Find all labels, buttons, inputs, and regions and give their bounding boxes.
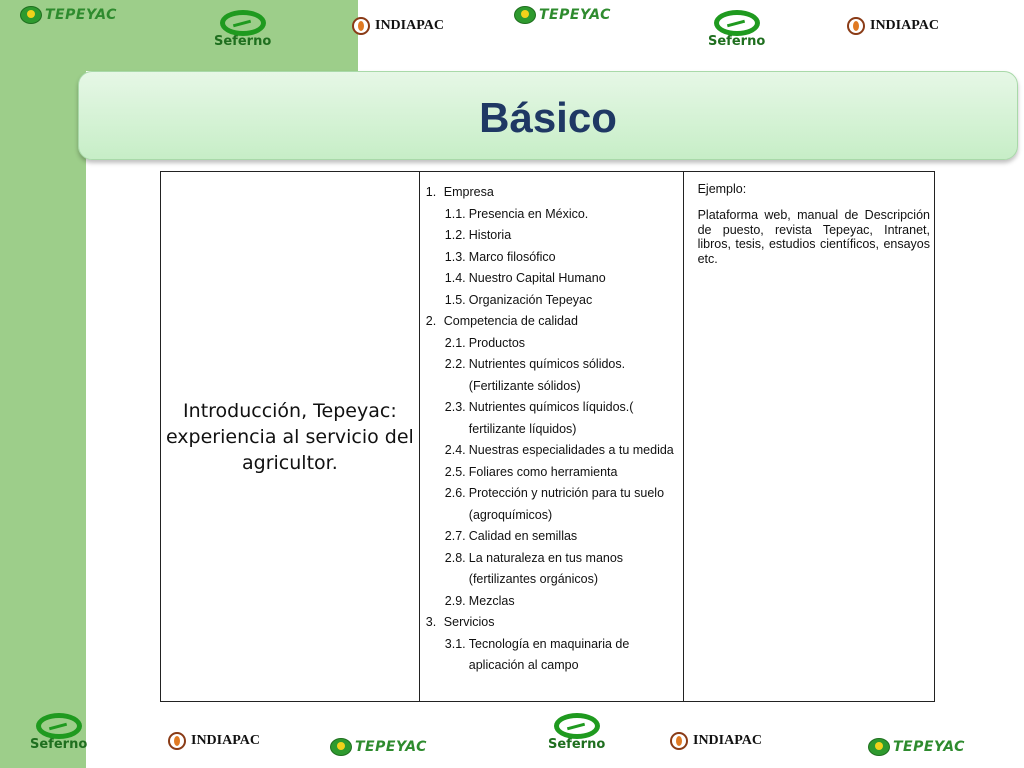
title-banner [78, 71, 1018, 160]
tepeyac-logo [20, 6, 117, 24]
outline-subitem-label: Nutrientes químicos sólidos.(Fertilizante sólidos) [468, 357, 626, 393]
seferno-logo [214, 10, 271, 49]
outline-subitem-label: Productos [468, 335, 526, 350]
outline-subitem-number: 2.6. [444, 486, 466, 500]
outline-subitem-label: Tecnología en maquinaria de aplicación al campo [468, 636, 630, 672]
seferno-logo [30, 713, 87, 752]
tepeyac-logo [868, 738, 965, 756]
outline-subitem-label: Historia [468, 228, 512, 242]
seferno-logo-icon [554, 713, 600, 739]
outline-subitem-number: 2.7. [444, 529, 466, 543]
outline-subitem [420, 440, 683, 462]
tepeyac-logo-icon [20, 6, 42, 24]
seferno-logo-text: Seferno [214, 34, 272, 49]
tepeyac-logo-icon [514, 6, 536, 24]
example-title: Ejemplo: [697, 182, 747, 196]
outline-subitem [420, 290, 683, 312]
outline-subitem-label: Nuestro Capital Humano [468, 271, 606, 285]
indiapac-logo-text: INDIAPAC [191, 733, 260, 748]
outline-subitem [420, 397, 683, 440]
seferno-logo [708, 10, 765, 49]
outline-section-label: Empresa [443, 185, 494, 199]
outline-subitem [420, 483, 683, 526]
outline-subitem-label: La naturaleza en tus manos (fertilizantes orgánicos) [468, 550, 624, 586]
outline-section [420, 612, 683, 634]
seferno-logo-text: Seferno [548, 737, 606, 752]
outline-subitem-label: Foliares como herramienta [468, 464, 618, 479]
indiapac-logo [168, 732, 260, 750]
outline-subitem-number: 1.1. [444, 206, 466, 221]
outline-subitem [420, 268, 683, 290]
seferno-logo [548, 713, 605, 752]
tepeyac-logo [330, 738, 427, 756]
outline-subitem [420, 462, 683, 484]
indiapac-logo [847, 17, 939, 35]
intro-cell [161, 172, 420, 702]
seferno-logo-text: Seferno [708, 34, 766, 49]
outline-subitem [420, 634, 683, 677]
outline-subitem-number: 2.4. [444, 443, 466, 457]
indiapac-logo [670, 732, 762, 750]
tepeyac-logo-text: TEPEYAC [539, 7, 611, 23]
slide-title: Básico [479, 94, 617, 141]
example-text: Plataforma web, manual de Descripción de puesto, revista Tepeyac, Intranet, libros, tesis, estudios científicos, ensayos etc. [697, 208, 930, 266]
outline-subitem-number: 2.2. [444, 357, 466, 371]
seferno-logo-icon [220, 10, 266, 36]
outline-cell [419, 172, 683, 702]
table-row [161, 172, 935, 702]
seferno-logo-text: Seferno [30, 737, 88, 752]
indiapac-logo-text: INDIAPAC [693, 733, 762, 748]
indiapac-logo [352, 17, 444, 35]
outline-subitem-number: 2.3. [444, 400, 466, 414]
outline-subitem-label: Marco filosófico [468, 249, 556, 264]
outline-subitem-label: Nuestras especialidades a tu medida [468, 443, 674, 457]
outline-section-number: 2. [425, 314, 437, 328]
left-green-band [0, 0, 86, 768]
outline-subitem [420, 247, 683, 269]
tepeyac-logo-icon [868, 738, 890, 756]
outline-subitem [420, 354, 683, 397]
outline-subitem-label: Nutrientes químicos líquidos.( fertilizante líquidos) [468, 400, 634, 436]
outline-subitem-label: Calidad en semillas [468, 529, 578, 543]
outline-subitem-number: 2.5. [444, 464, 466, 479]
indiapac-logo-icon [168, 732, 186, 750]
example-cell [683, 172, 934, 702]
indiapac-logo-icon [352, 17, 370, 35]
tepeyac-logo-text: TEPEYAC [355, 739, 427, 755]
outline-subitem-number: 1.2. [444, 228, 466, 242]
seferno-logo-icon [36, 713, 82, 739]
indiapac-logo-icon [670, 732, 688, 750]
outline-list [420, 172, 683, 677]
outline-subitem-number: 1.3. [444, 249, 466, 264]
outline-subitem-label: Presencia en México. [468, 206, 589, 221]
outline-subitem [420, 333, 683, 355]
outline-subitem-label: Protección y nutrición para tu suelo (agroquímicos) [468, 486, 665, 522]
outline-subitem [420, 526, 683, 548]
outline-subitem [420, 225, 683, 247]
outline-subitem-label: Organización Tepeyac [468, 292, 593, 307]
outline-section [420, 311, 683, 333]
outline-section-number: 3. [425, 615, 437, 629]
outline-subitem-number: 2.9. [444, 593, 466, 608]
tepeyac-logo-text: TEPEYAC [893, 739, 965, 755]
indiapac-logo-icon [847, 17, 865, 35]
outline-section-label: Competencia de calidad [443, 314, 578, 328]
outline-subitem-number: 3.1. [444, 636, 466, 651]
outline-section-label: Servicios [443, 615, 495, 629]
tepeyac-logo-text: TEPEYAC [45, 7, 117, 23]
outline-subitem [420, 548, 683, 591]
outline-subitem [420, 204, 683, 226]
tepeyac-logo-icon [330, 738, 352, 756]
seferno-logo-icon [714, 10, 760, 36]
tepeyac-logo [514, 6, 611, 24]
outline-subitem-number: 2.8. [444, 550, 466, 565]
indiapac-logo-text: INDIAPAC [375, 18, 444, 33]
content-table [160, 171, 935, 702]
outline-section-number: 1. [425, 185, 437, 199]
outline-subitem [420, 591, 683, 613]
outline-section [420, 182, 683, 204]
indiapac-logo-text: INDIAPAC [870, 18, 939, 33]
outline-subitem-label: Mezclas [468, 593, 515, 608]
intro-text: Introducción, Tepeyac: experiencia al servicio del agricultor. [165, 399, 414, 474]
outline-subitem-number: 1.4. [444, 271, 466, 285]
outline-subitem-number: 2.1. [444, 335, 466, 350]
outline-subitem-number: 1.5. [444, 292, 466, 307]
